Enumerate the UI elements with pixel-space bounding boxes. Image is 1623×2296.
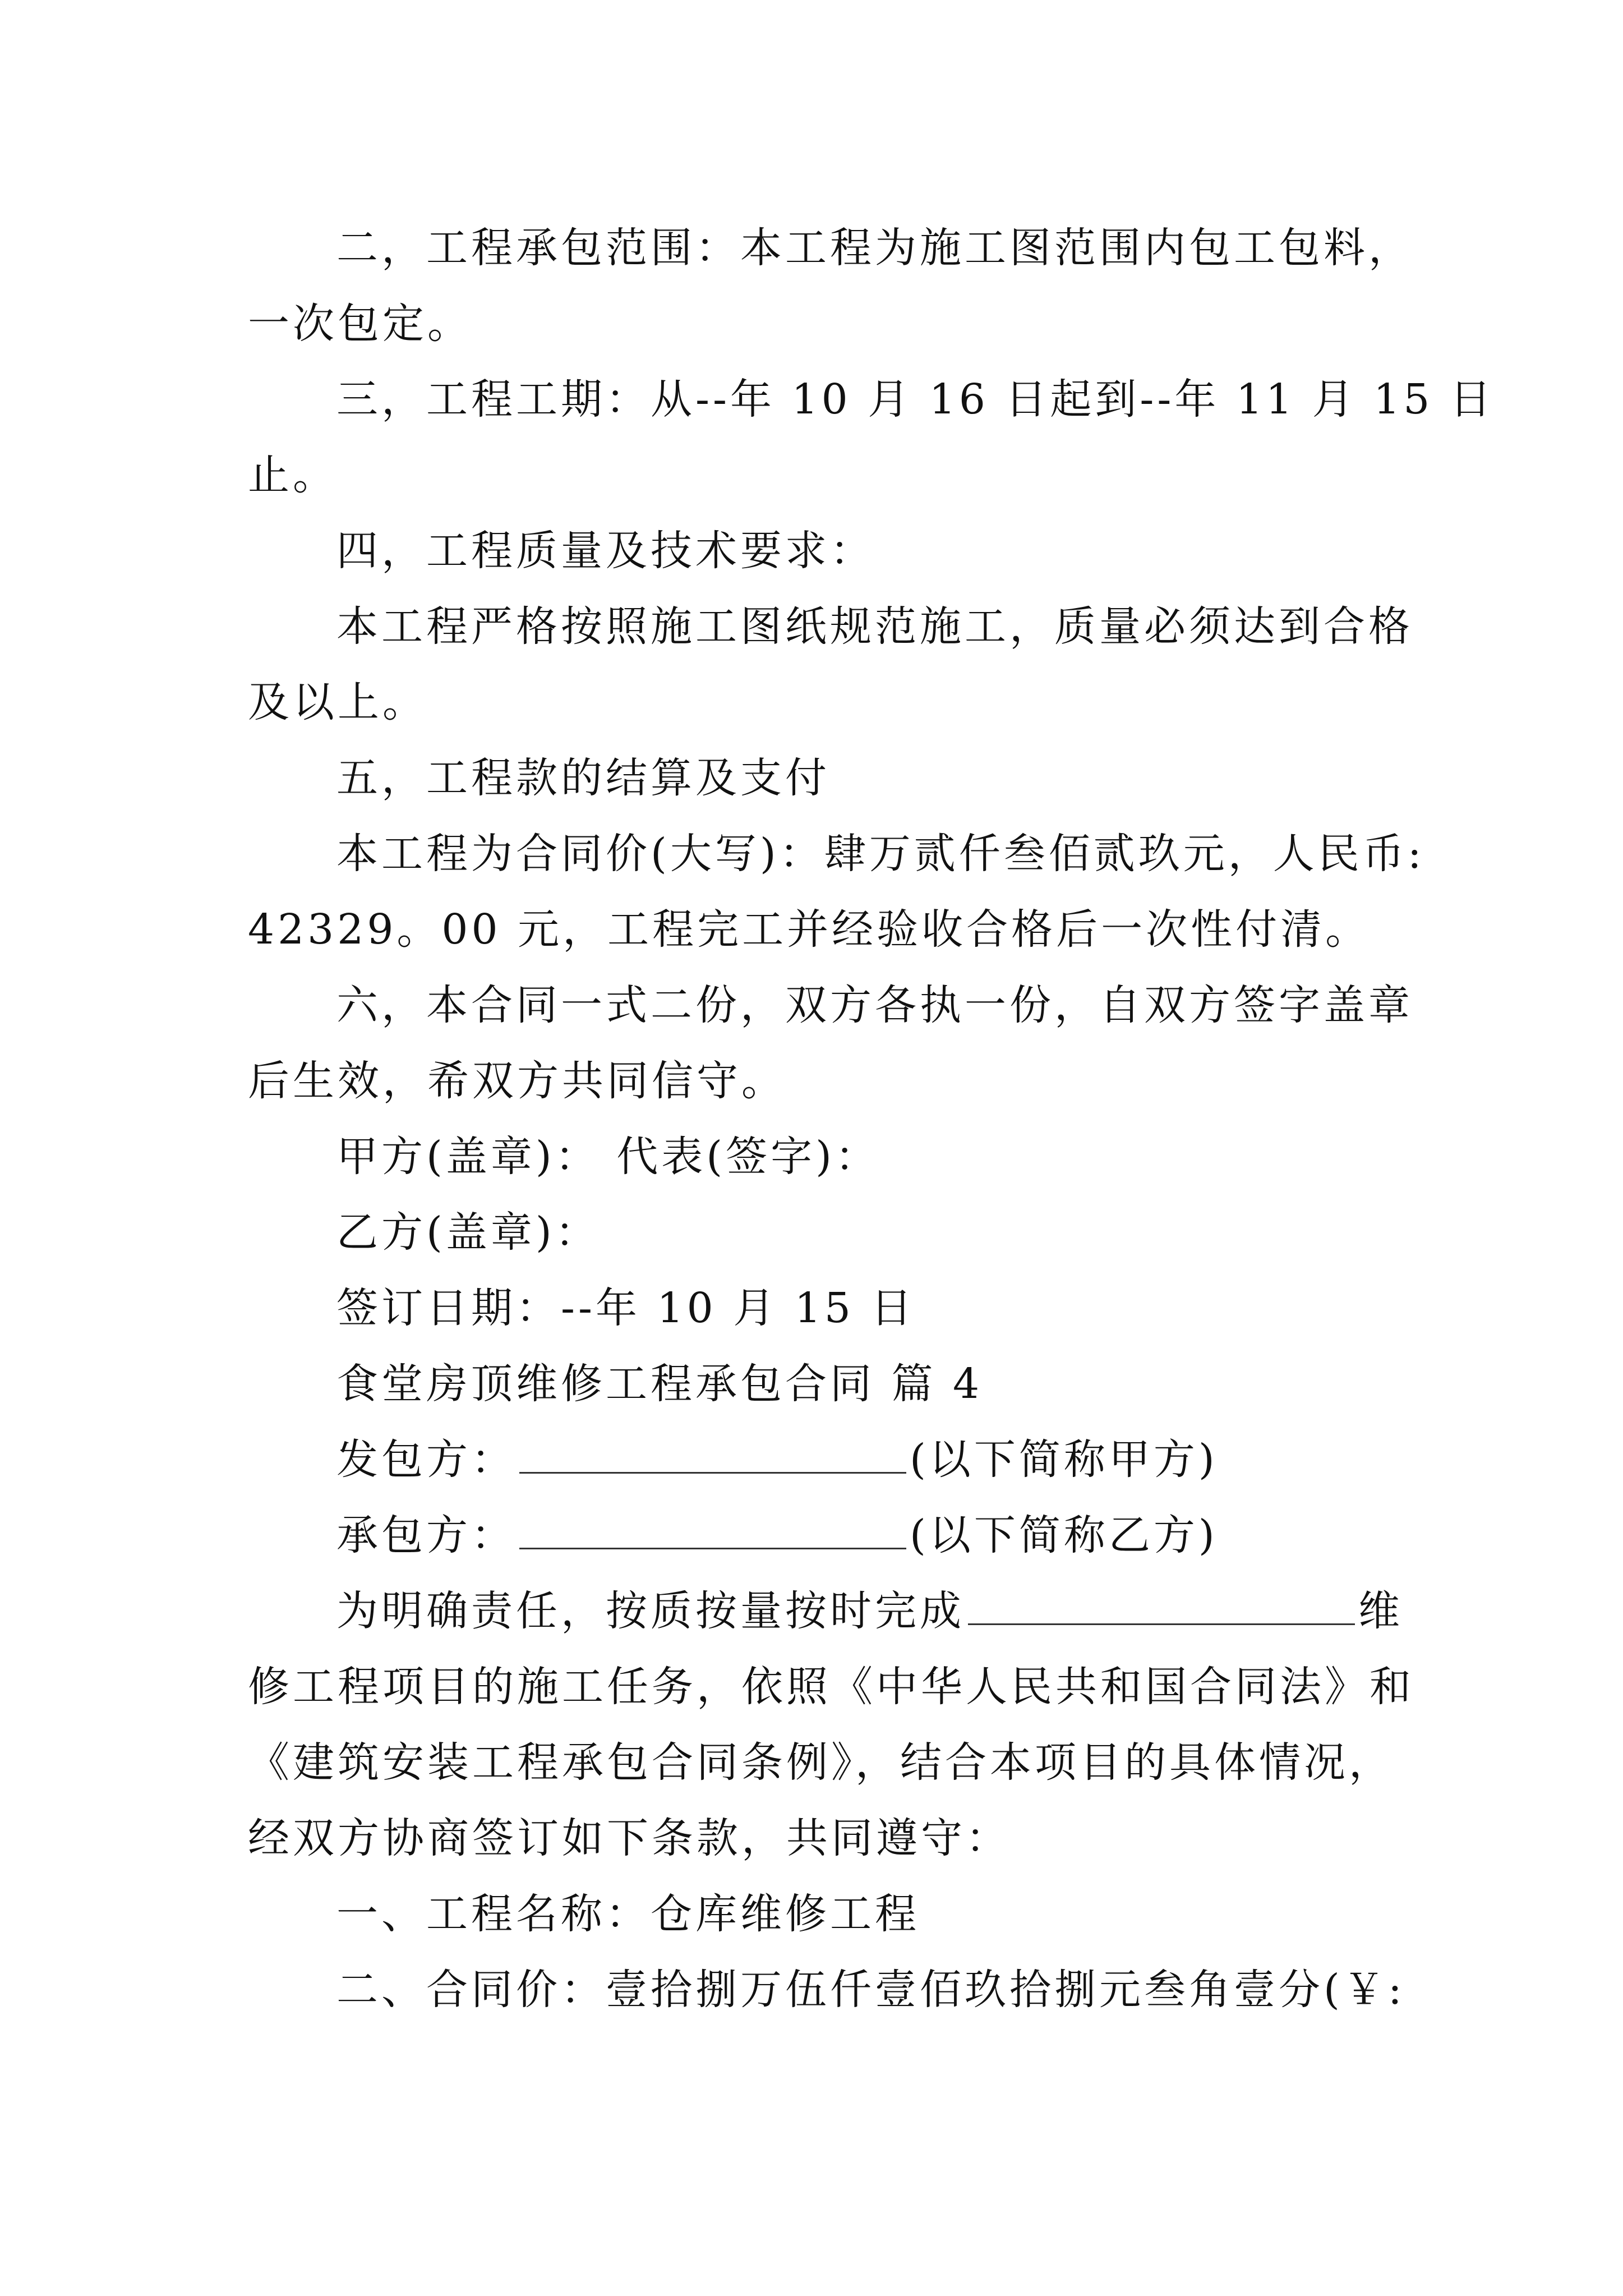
purpose-line (336, 1583, 1403, 1639)
text-line: 三，工程工期：从--年 10 月 16 日起到--年 11 月 15 日 (336, 375, 1495, 424)
clause-project-name: 一、工程名称：仓库维修工程 (336, 1890, 920, 1938)
text-line: 本工程严格按照施工图纸规范施工，质量必须达到合格 (336, 602, 1413, 651)
purpose-prefix: 为明确责任，按质按量按时完成 (336, 1587, 965, 1635)
text-line: 一次包定。 (248, 300, 472, 348)
contract-title: 食堂房顶维修工程承包合同 篇 4 (336, 1360, 983, 1408)
party-a-label: 发包方： (336, 1435, 516, 1484)
text-line: 本工程为合同价(大写)：肆万贰仟叁佰贰玖元，人民币: (336, 830, 1425, 878)
signature-line-party-a: 甲方(盖章)： 代表(签字)： (336, 1133, 880, 1181)
party-b-label: 承包方： (336, 1511, 516, 1559)
text-line: 止。 (248, 451, 338, 499)
text-line: 修工程项目的施工任务，依照《中华人民共和国合同法》和 (248, 1663, 1414, 1711)
purpose-suffix: 维 (1358, 1587, 1403, 1635)
signing-date: 签订日期：--年 10 月 15 日 (336, 1284, 916, 1332)
party-a-line (336, 1432, 1218, 1488)
party-b-blank (519, 1513, 906, 1549)
party-a-blank (519, 1437, 906, 1474)
text-line: 六，本合同一式二份，双方各执一份，自双方签字盖章 (336, 981, 1413, 1029)
section-heading: 五，工程款的结算及支付 (336, 754, 830, 802)
party-b-suffix: (以下简称乙方) (910, 1511, 1218, 1559)
text-line: 经双方协商签订如下条款，共同遵守： (248, 1814, 1011, 1862)
party-a-suffix: (以下简称甲方) (910, 1435, 1218, 1484)
text-line: 及以上。 (248, 678, 427, 726)
signature-line-party-b: 乙方(盖章)： (336, 1208, 600, 1257)
project-blank (968, 1589, 1355, 1625)
text-line: 《建筑安装工程承包合同条例》，结合本项目的具体情况， (248, 1738, 1394, 1787)
text-line: 后生效，希双方共同信守。 (248, 1057, 786, 1105)
text-line: 42329。00 元，工程完工并经验收合格后一次性付清。 (248, 905, 1371, 954)
party-b-line (336, 1507, 1218, 1563)
section-heading: 四，工程质量及技术要求： (336, 527, 875, 575)
clause-contract-price: 二、合同价：壹拾捌万伍仟壹佰玖拾捌元叁角壹分(￥: (336, 1966, 1405, 2014)
text-line: 二，工程承包范围：本工程为施工图范围内包工包料， (336, 224, 1413, 272)
